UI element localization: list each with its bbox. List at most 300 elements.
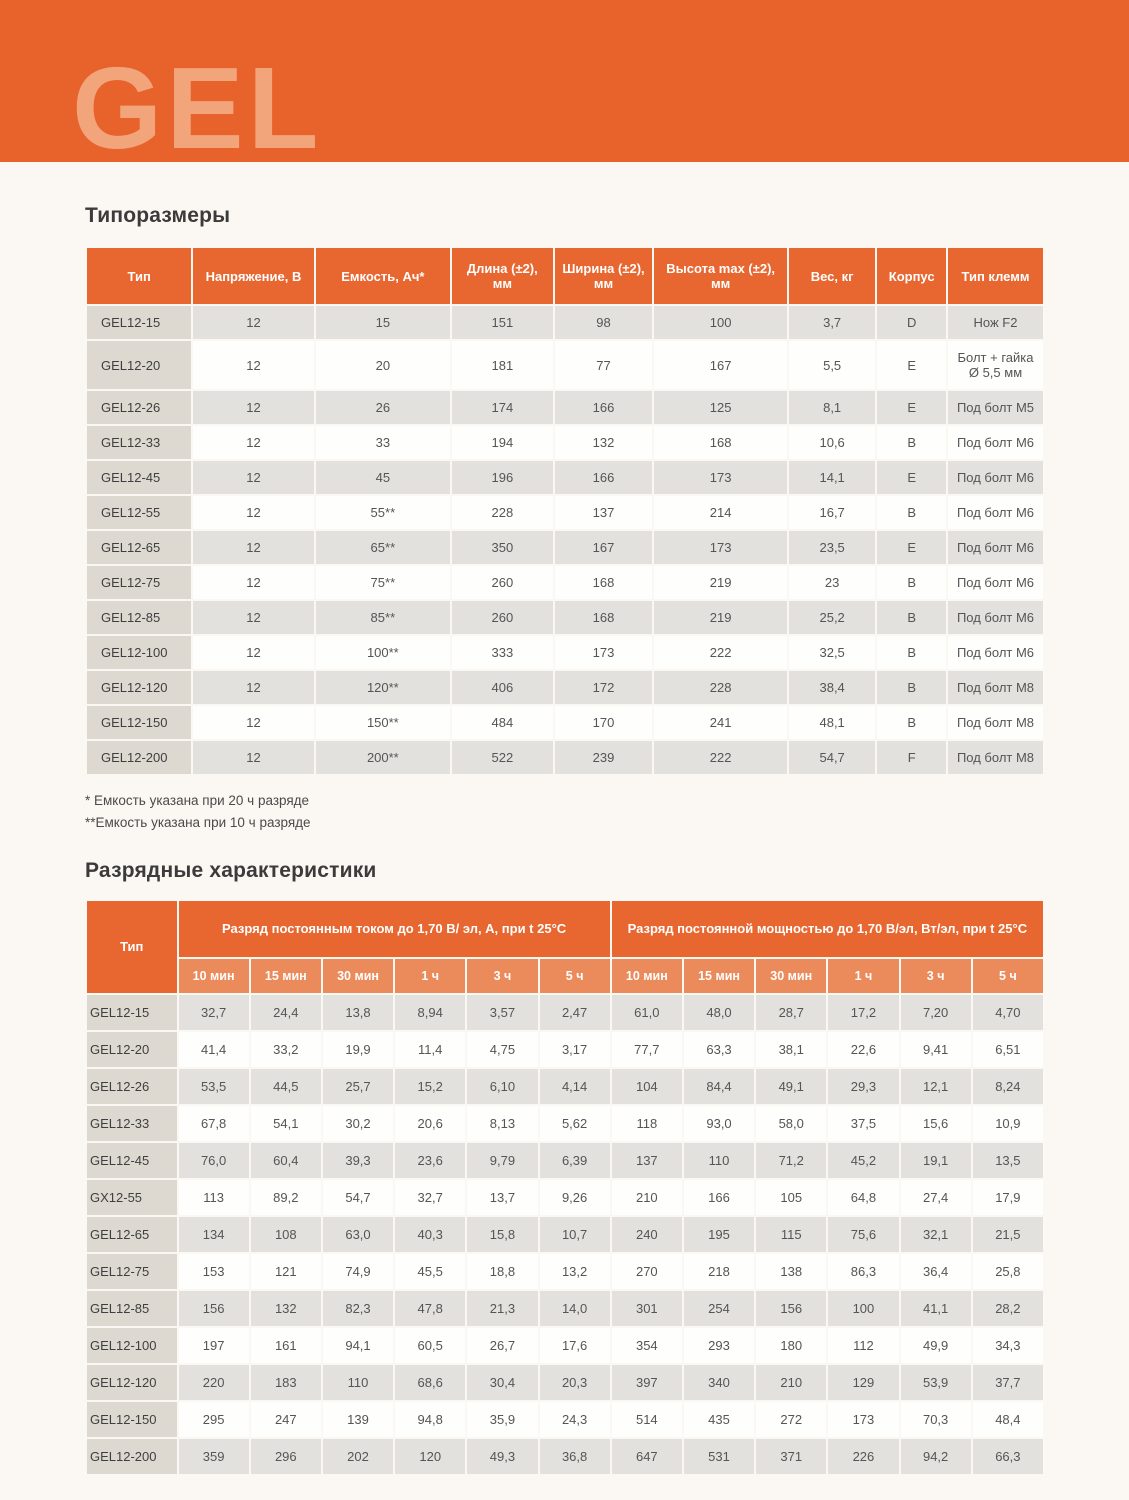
discharge-type-column-header: Тип [87, 901, 177, 993]
discharge-power-group-header: Разряд постоянной мощностью до 1,70 В/эл, Вт/эл, при t 25°C [612, 901, 1043, 957]
discharge-table-row [87, 1032, 1043, 1067]
value-cell: 3,17 [540, 1032, 610, 1067]
value-cell: 180 [756, 1328, 826, 1363]
discharge-time-column-header: 1 ч [828, 959, 898, 993]
value-cell: 10,6 [789, 426, 875, 459]
sizes-column-header: Ширина (±2), мм [555, 248, 653, 304]
value-cell: Под болт М6 [948, 496, 1043, 529]
value-cell: 15,6 [901, 1106, 971, 1141]
value-cell: B [877, 636, 946, 669]
value-cell: 66,3 [973, 1439, 1043, 1474]
value-cell: 36,4 [901, 1254, 971, 1289]
model-label: GEL12-20 [87, 341, 191, 389]
value-cell: 25,7 [323, 1069, 393, 1104]
value-cell: 9,26 [540, 1180, 610, 1215]
value-cell: 5,62 [540, 1106, 610, 1141]
value-cell: 173 [654, 531, 787, 564]
value-cell: 20,3 [540, 1365, 610, 1400]
footnote-10h: **Емкость указана при 10 ч разряде [85, 815, 311, 831]
discharge-table-row [87, 1439, 1043, 1474]
value-cell: 9,79 [467, 1143, 537, 1178]
sizes-table-row [87, 391, 1043, 424]
discharge-time-column-header: 15 мин [684, 959, 754, 993]
value-cell: 220 [179, 1365, 249, 1400]
discharge-time-column-header: 10 мин [179, 959, 249, 993]
model-label: GEL12-85 [87, 1291, 177, 1326]
model-label: GEL12-200 [87, 741, 191, 774]
value-cell: 161 [251, 1328, 321, 1363]
banner-title: GEL [72, 43, 323, 173]
value-cell: 98 [555, 306, 653, 339]
value-cell: 168 [555, 601, 653, 634]
value-cell: 254 [684, 1291, 754, 1326]
value-cell: 354 [612, 1328, 682, 1363]
discharge-time-column-header: 30 мин [323, 959, 393, 993]
value-cell: 301 [612, 1291, 682, 1326]
value-cell: 25,8 [973, 1254, 1043, 1289]
sizes-table-row [87, 741, 1043, 774]
value-cell: 173 [828, 1402, 898, 1437]
value-cell: 13,2 [540, 1254, 610, 1289]
value-cell: 514 [612, 1402, 682, 1437]
sizes-table-row [87, 341, 1043, 389]
sizes-column-header: Напряжение, В [193, 248, 313, 304]
value-cell: 35,9 [467, 1402, 537, 1437]
value-cell: 40,3 [395, 1217, 465, 1252]
sizes-header-row [87, 248, 1043, 304]
value-cell: 49,9 [901, 1328, 971, 1363]
value-cell: 8,94 [395, 995, 465, 1030]
discharge-table-header [87, 901, 1043, 993]
value-cell: 77,7 [612, 1032, 682, 1067]
value-cell: 54,1 [251, 1106, 321, 1141]
value-cell: 3,7 [789, 306, 875, 339]
discharge-time-column-header: 15 мин [251, 959, 321, 993]
discharge-current-group-header: Разряд постоянным током до 1,70 В/ эл, А, при t 25°C [179, 901, 610, 957]
value-cell: 75** [316, 566, 450, 599]
value-cell: 173 [654, 461, 787, 494]
value-cell: B [877, 496, 946, 529]
model-label: GEL12-15 [87, 995, 177, 1030]
value-cell: 68,6 [395, 1365, 465, 1400]
value-cell: 170 [555, 706, 653, 739]
value-cell: 105 [756, 1180, 826, 1215]
value-cell: 7,20 [901, 995, 971, 1030]
sizes-column-header: Тип клемм [948, 248, 1043, 304]
footnotes [85, 790, 1045, 835]
sizes-column-header: Высота max (±2), мм [654, 248, 787, 304]
value-cell: 295 [179, 1402, 249, 1437]
discharge-table-row [87, 1402, 1043, 1437]
value-cell: 94,8 [395, 1402, 465, 1437]
value-cell: 150** [316, 706, 450, 739]
value-cell: 200** [316, 741, 450, 774]
value-cell: 166 [555, 391, 653, 424]
model-label: GX12-55 [87, 1180, 177, 1215]
value-cell: 484 [452, 706, 553, 739]
value-cell: 15 [316, 306, 450, 339]
value-cell: 48,0 [684, 995, 754, 1030]
value-cell: 63,3 [684, 1032, 754, 1067]
value-cell: 125 [654, 391, 787, 424]
value-cell: 6,51 [973, 1032, 1043, 1067]
value-cell: 260 [452, 601, 553, 634]
value-cell: 94,2 [901, 1439, 971, 1474]
value-cell: 28,2 [973, 1291, 1043, 1326]
discharge-table-row [87, 1254, 1043, 1289]
value-cell: 296 [251, 1439, 321, 1474]
value-cell: 110 [684, 1143, 754, 1178]
value-cell: 21,5 [973, 1217, 1043, 1252]
sizes-table-row [87, 671, 1043, 704]
value-cell: 181 [452, 341, 553, 389]
value-cell: B [877, 426, 946, 459]
discharge-time-column-header: 1 ч [395, 959, 465, 993]
value-cell: 531 [684, 1439, 754, 1474]
value-cell: 30,2 [323, 1106, 393, 1141]
value-cell: 137 [612, 1143, 682, 1178]
value-cell: 48,1 [789, 706, 875, 739]
value-cell: 6,39 [540, 1143, 610, 1178]
value-cell: 15,2 [395, 1069, 465, 1104]
value-cell: 228 [452, 496, 553, 529]
value-cell: 47,8 [395, 1291, 465, 1326]
value-cell: 16,7 [789, 496, 875, 529]
value-cell: 228 [654, 671, 787, 704]
value-cell: 359 [179, 1439, 249, 1474]
value-cell: 37,7 [973, 1365, 1043, 1400]
value-cell: 167 [555, 531, 653, 564]
value-cell: 32,1 [901, 1217, 971, 1252]
value-cell: 19,1 [901, 1143, 971, 1178]
value-cell: 32,7 [179, 995, 249, 1030]
sizes-column-header: Корпус [877, 248, 946, 304]
value-cell: 4,14 [540, 1069, 610, 1104]
value-cell: 38,1 [756, 1032, 826, 1067]
value-cell: Под болт М6 [948, 601, 1043, 634]
value-cell: 60,4 [251, 1143, 321, 1178]
value-cell: 4,70 [973, 995, 1043, 1030]
value-cell: 397 [612, 1365, 682, 1400]
sizes-table-row [87, 426, 1043, 459]
value-cell: 41,1 [901, 1291, 971, 1326]
value-cell: 67,8 [179, 1106, 249, 1141]
value-cell: 23 [789, 566, 875, 599]
value-cell: 30,4 [467, 1365, 537, 1400]
value-cell: 12 [193, 601, 313, 634]
model-label: GEL12-26 [87, 1069, 177, 1104]
value-cell: 12 [193, 566, 313, 599]
sizes-table [85, 246, 1045, 776]
model-label: GEL12-45 [87, 1143, 177, 1178]
sizes-table-row [87, 306, 1043, 339]
value-cell: Под болт М6 [948, 461, 1043, 494]
value-cell: 93,0 [684, 1106, 754, 1141]
value-cell: F [877, 741, 946, 774]
discharge-table-row [87, 1217, 1043, 1252]
value-cell: 350 [452, 531, 553, 564]
discharge-section-heading: Разрядные характеристики [85, 858, 377, 882]
value-cell: 239 [555, 741, 653, 774]
value-cell: 156 [179, 1291, 249, 1326]
discharge-time-column-header: 3 ч [467, 959, 537, 993]
model-label: GEL12-85 [87, 601, 191, 634]
value-cell: 173 [555, 636, 653, 669]
value-cell: 23,5 [789, 531, 875, 564]
value-cell: Под болт М6 [948, 426, 1043, 459]
value-cell: 218 [684, 1254, 754, 1289]
value-cell: 166 [555, 461, 653, 494]
value-cell: 17,2 [828, 995, 898, 1030]
value-cell: 138 [756, 1254, 826, 1289]
value-cell: 210 [612, 1180, 682, 1215]
value-cell: 32,5 [789, 636, 875, 669]
value-cell: 12 [193, 706, 313, 739]
model-label: GEL12-26 [87, 391, 191, 424]
value-cell: B [877, 601, 946, 634]
value-cell: 24,4 [251, 995, 321, 1030]
value-cell: Под болт М8 [948, 741, 1043, 774]
value-cell: 15,8 [467, 1217, 537, 1252]
value-cell: 435 [684, 1402, 754, 1437]
value-cell: 82,3 [323, 1291, 393, 1326]
value-cell: 226 [828, 1439, 898, 1474]
value-cell: 100 [828, 1291, 898, 1326]
value-cell: 13,7 [467, 1180, 537, 1215]
value-cell: 174 [452, 391, 553, 424]
sizes-table-header [87, 248, 1043, 304]
value-cell: 270 [612, 1254, 682, 1289]
value-cell: 54,7 [323, 1180, 393, 1215]
value-cell: 168 [654, 426, 787, 459]
value-cell: E [877, 461, 946, 494]
model-label: GEL12-75 [87, 566, 191, 599]
model-label: GEL12-55 [87, 496, 191, 529]
value-cell: 195 [684, 1217, 754, 1252]
discharge-table-row [87, 1180, 1043, 1215]
value-cell: 129 [828, 1365, 898, 1400]
value-cell: 65** [316, 531, 450, 564]
banner [0, 0, 1129, 173]
value-cell: 11,4 [395, 1032, 465, 1067]
value-cell: 60,5 [395, 1328, 465, 1363]
value-cell: 151 [452, 306, 553, 339]
value-cell: 23,6 [395, 1143, 465, 1178]
value-cell: 27,4 [901, 1180, 971, 1215]
value-cell: 45,2 [828, 1143, 898, 1178]
value-cell: 58,0 [756, 1106, 826, 1141]
value-cell: 132 [251, 1291, 321, 1326]
value-cell: 3,57 [467, 995, 537, 1030]
value-cell: B [877, 706, 946, 739]
value-cell: 104 [612, 1069, 682, 1104]
value-cell: Под болт М5 [948, 391, 1043, 424]
value-cell: B [877, 566, 946, 599]
sizes-column-header: Тип [87, 248, 191, 304]
value-cell: 406 [452, 671, 553, 704]
value-cell: 8,1 [789, 391, 875, 424]
value-cell: 12 [193, 391, 313, 424]
value-cell: Под болт М6 [948, 636, 1043, 669]
model-label: GEL12-100 [87, 636, 191, 669]
value-cell: 64,8 [828, 1180, 898, 1215]
value-cell: 371 [756, 1439, 826, 1474]
value-cell: 219 [654, 566, 787, 599]
value-cell: B [877, 671, 946, 704]
value-cell: 4,75 [467, 1032, 537, 1067]
value-cell: 8,13 [467, 1106, 537, 1141]
value-cell: 48,4 [973, 1402, 1043, 1437]
value-cell: 12 [193, 496, 313, 529]
value-cell: 14,0 [540, 1291, 610, 1326]
value-cell: 166 [684, 1180, 754, 1215]
value-cell: 247 [251, 1402, 321, 1437]
value-cell: 100 [654, 306, 787, 339]
discharge-time-column-header: 5 ч [973, 959, 1043, 993]
value-cell: 12 [193, 341, 313, 389]
value-cell: 222 [654, 636, 787, 669]
value-cell: 120** [316, 671, 450, 704]
value-cell: 71,2 [756, 1143, 826, 1178]
value-cell: 20 [316, 341, 450, 389]
value-cell: 26 [316, 391, 450, 424]
value-cell: 240 [612, 1217, 682, 1252]
value-cell: 5,5 [789, 341, 875, 389]
sizes-section-heading: Типоразмеры [85, 204, 231, 227]
value-cell: 168 [555, 566, 653, 599]
value-cell: 222 [654, 741, 787, 774]
value-cell: 194 [452, 426, 553, 459]
value-cell: 12 [193, 671, 313, 704]
value-cell: 34,3 [973, 1328, 1043, 1363]
value-cell: 12 [193, 531, 313, 564]
value-cell: E [877, 531, 946, 564]
value-cell: 41,4 [179, 1032, 249, 1067]
value-cell: 33 [316, 426, 450, 459]
model-label: GEL12-33 [87, 1106, 177, 1141]
content-area [85, 204, 1045, 1476]
model-label: GEL12-65 [87, 1217, 177, 1252]
sizes-table-row [87, 531, 1043, 564]
value-cell: 9,41 [901, 1032, 971, 1067]
sizes-table-row [87, 706, 1043, 739]
value-cell: 12 [193, 461, 313, 494]
discharge-table-row [87, 1143, 1043, 1178]
value-cell: 37,5 [828, 1106, 898, 1141]
discharge-table-row [87, 1291, 1043, 1326]
value-cell: 156 [756, 1291, 826, 1326]
discharge-table-row [87, 1328, 1043, 1363]
value-cell: 8,24 [973, 1069, 1043, 1104]
value-cell: 53,5 [179, 1069, 249, 1104]
discharge-table-row [87, 1069, 1043, 1104]
value-cell: E [877, 341, 946, 389]
value-cell: 94,1 [323, 1328, 393, 1363]
value-cell: 139 [323, 1402, 393, 1437]
sizes-table-body [87, 306, 1043, 774]
sizes-table-row [87, 461, 1043, 494]
value-cell: 183 [251, 1365, 321, 1400]
discharge-table [85, 899, 1045, 1476]
value-cell: 22,6 [828, 1032, 898, 1067]
model-label: GEL12-120 [87, 671, 191, 704]
value-cell: 10,7 [540, 1217, 610, 1252]
value-cell: 84,4 [684, 1069, 754, 1104]
value-cell: 77 [555, 341, 653, 389]
value-cell: 241 [654, 706, 787, 739]
model-label: GEL12-150 [87, 1402, 177, 1437]
value-cell: 76,0 [179, 1143, 249, 1178]
value-cell: 522 [452, 741, 553, 774]
model-label: GEL12-45 [87, 461, 191, 494]
value-cell: 132 [555, 426, 653, 459]
value-cell: 12,1 [901, 1069, 971, 1104]
value-cell: 134 [179, 1217, 249, 1252]
model-label: GEL12-100 [87, 1328, 177, 1363]
value-cell: Болт + гайка Ø 5,5 мм [948, 341, 1043, 389]
sizes-table-row [87, 601, 1043, 634]
model-label: GEL12-200 [87, 1439, 177, 1474]
sizes-column-header: Длина (±2), мм [452, 248, 553, 304]
model-label: GEL12-33 [87, 426, 191, 459]
value-cell: 219 [654, 601, 787, 634]
value-cell: 74,9 [323, 1254, 393, 1289]
value-cell: 118 [612, 1106, 682, 1141]
value-cell: Под болт М8 [948, 706, 1043, 739]
value-cell: 12 [193, 426, 313, 459]
value-cell: 45 [316, 461, 450, 494]
value-cell: 113 [179, 1180, 249, 1215]
value-cell: 120 [395, 1439, 465, 1474]
discharge-time-column-header: 5 ч [540, 959, 610, 993]
value-cell: 210 [756, 1365, 826, 1400]
value-cell: 28,7 [756, 995, 826, 1030]
value-cell: 260 [452, 566, 553, 599]
sizes-table-row [87, 496, 1043, 529]
value-cell: 38,4 [789, 671, 875, 704]
model-label: GEL12-65 [87, 531, 191, 564]
value-cell: 121 [251, 1254, 321, 1289]
value-cell: 13,8 [323, 995, 393, 1030]
value-cell: 17,9 [973, 1180, 1043, 1215]
value-cell: 647 [612, 1439, 682, 1474]
value-cell: 293 [684, 1328, 754, 1363]
value-cell: 32,7 [395, 1180, 465, 1215]
value-cell: 44,5 [251, 1069, 321, 1104]
value-cell: 49,1 [756, 1069, 826, 1104]
sizes-table-row [87, 636, 1043, 669]
value-cell: Нож F2 [948, 306, 1043, 339]
value-cell: 26,7 [467, 1328, 537, 1363]
value-cell: 115 [756, 1217, 826, 1252]
footnote-20h: * Емкость указана при 20 ч разряде [85, 793, 310, 808]
sizes-table-row [87, 566, 1043, 599]
value-cell: 172 [555, 671, 653, 704]
value-cell: 202 [323, 1439, 393, 1474]
value-cell: 49,3 [467, 1439, 537, 1474]
value-cell: 108 [251, 1217, 321, 1252]
value-cell: 333 [452, 636, 553, 669]
value-cell: 10,9 [973, 1106, 1043, 1141]
value-cell: 75,6 [828, 1217, 898, 1252]
value-cell: 63,0 [323, 1217, 393, 1252]
value-cell: Под болт М8 [948, 671, 1043, 704]
sizes-column-header: Вес, кг [789, 248, 875, 304]
value-cell: 85** [316, 601, 450, 634]
value-cell: 340 [684, 1365, 754, 1400]
value-cell: 13,5 [973, 1143, 1043, 1178]
value-cell: 196 [452, 461, 553, 494]
